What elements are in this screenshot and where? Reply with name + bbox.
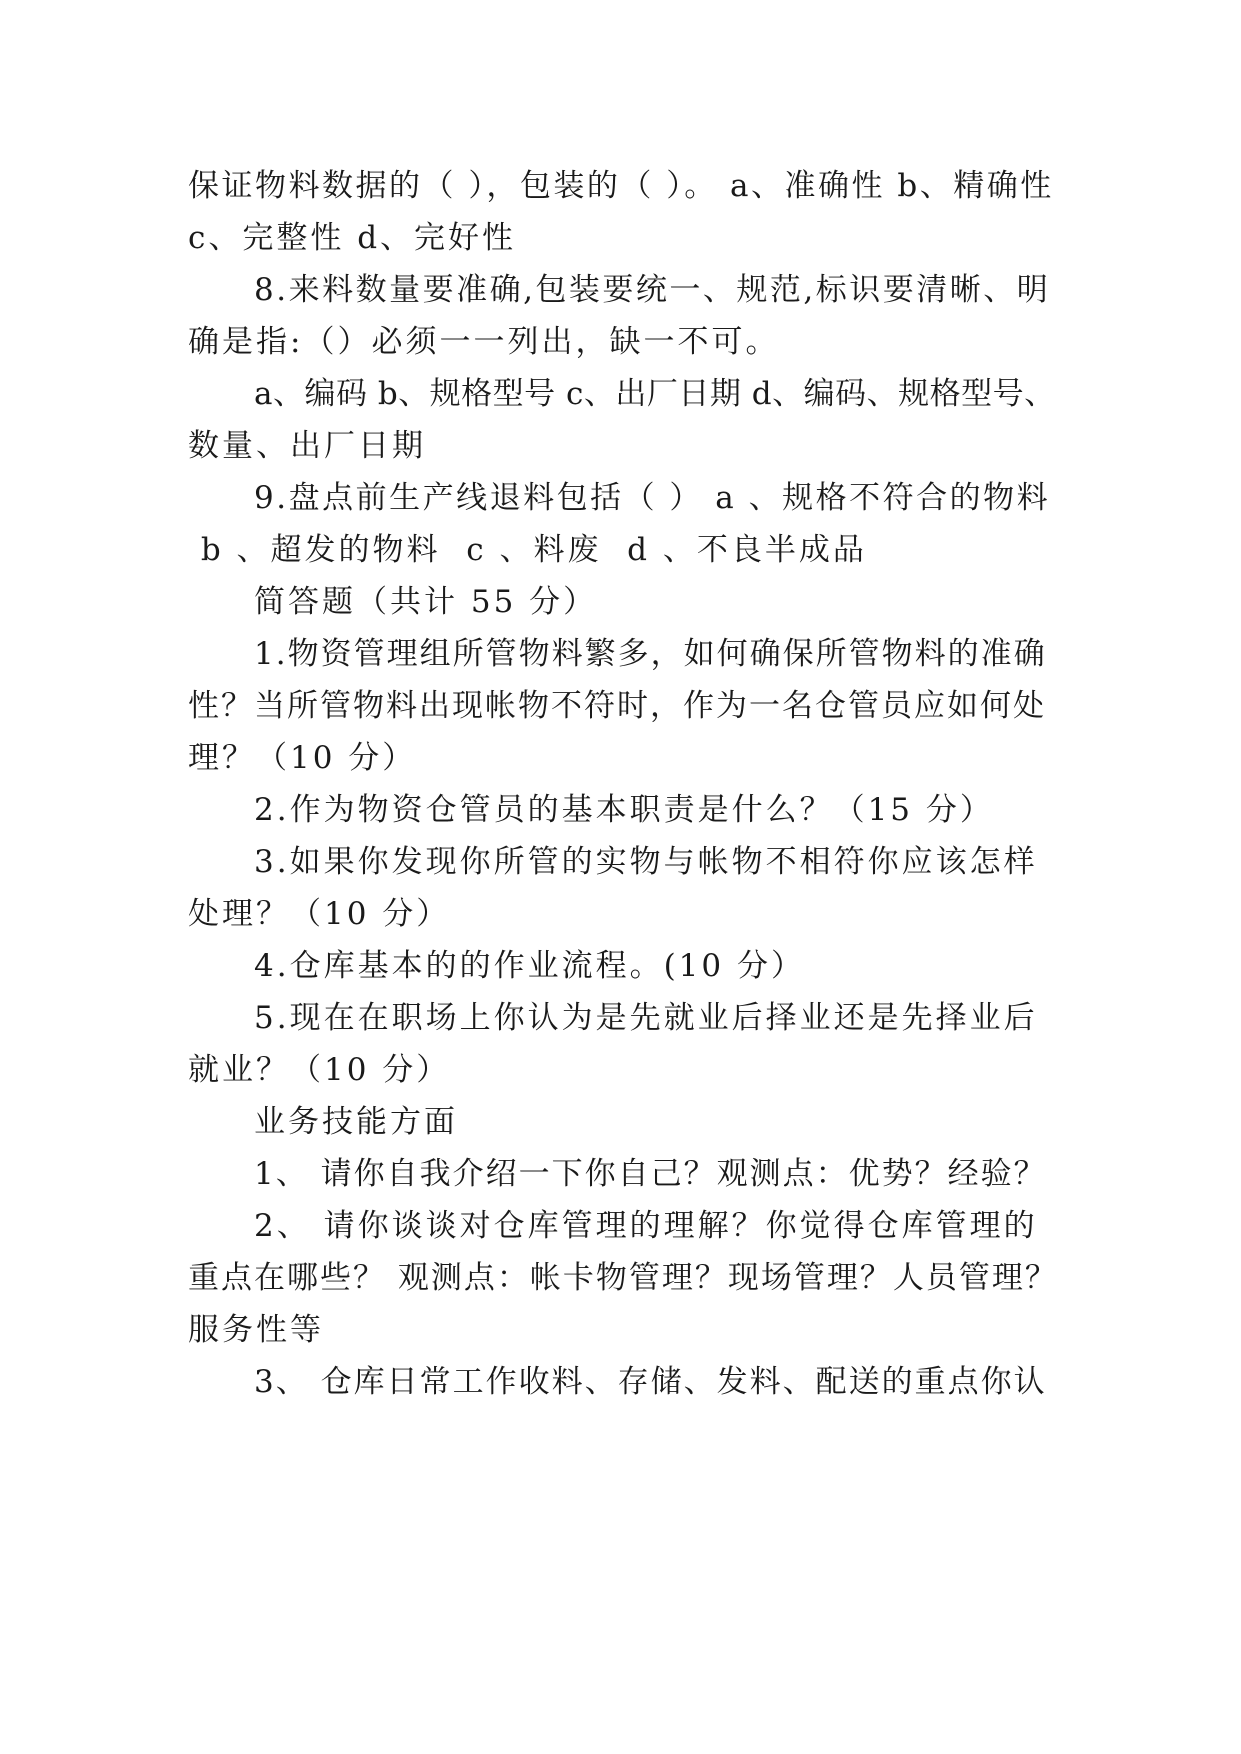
short-answer-5: 5.现在在职场上你认为是先就业后择业还是先择业后 [254, 1000, 1038, 1036]
short-answer-3: 3.如果你发现你所管的实物与帐物不相符你应该怎样 [254, 844, 1038, 880]
short-answer-4: 4.仓库基本的的作业流程。(10 分） [254, 948, 805, 984]
text-line: 理？（10 分） [188, 740, 417, 776]
section-heading-short-answer: 简答题（共计 55 分） [254, 584, 598, 620]
skills-question-3: 3、 仓库日常工作收料、存储、发料、配送的重点你认 [254, 1364, 1047, 1400]
text-line: 重点在哪些？ 观测点：帐卡物管理？现场管理？人员管理？ [188, 1260, 1058, 1296]
text-line: 保证物料数据的（ ），包装的（ ）。 a、准确性 b、精确性 [188, 168, 1054, 204]
question-8-options: a、编码 b、规格型号 c、出厂日期 d、编码、规格型号、 [254, 376, 1056, 412]
section-heading-skills: 业务技能方面 [254, 1104, 458, 1140]
skills-question-2: 2、 请你谈谈对仓库管理的理解？你觉得仓库管理的 [254, 1208, 1038, 1244]
text-line: c、完整性 d、完好性 [188, 220, 517, 256]
text-line: 就业？（10 分） [188, 1052, 451, 1088]
short-answer-2: 2.作为物资仓管员的基本职责是什么？（15 分） [254, 792, 994, 828]
text-line: 确是指:（）必须一一列出，缺一不可。 [188, 324, 780, 360]
text-line: 性？当所管物料出现帐物不符时，作为一名仓管员应如何处 [188, 688, 1046, 724]
text-line: 处理？（10 分） [188, 896, 451, 932]
short-answer-1: 1.物资管理组所管物料繁多，如何确保所管物料的准确 [254, 636, 1047, 672]
question-9: 9.盘点前生产线退料包括（ ） a 、规格不符合的物料 [254, 480, 1051, 516]
question-8: 8.来料数量要准确,包装要统一、规范,标识要清晰、明 [254, 272, 1051, 308]
text-line: 服务性等 [188, 1312, 324, 1348]
text-line: 数量、出厂日期 [188, 428, 426, 464]
skills-question-1: 1、 请你自我介绍一下你自己？观测点：优势？经验？ [254, 1156, 1047, 1192]
question-9-options: b 、超发的物料 c 、料废 d 、不良半成品 [188, 532, 867, 568]
